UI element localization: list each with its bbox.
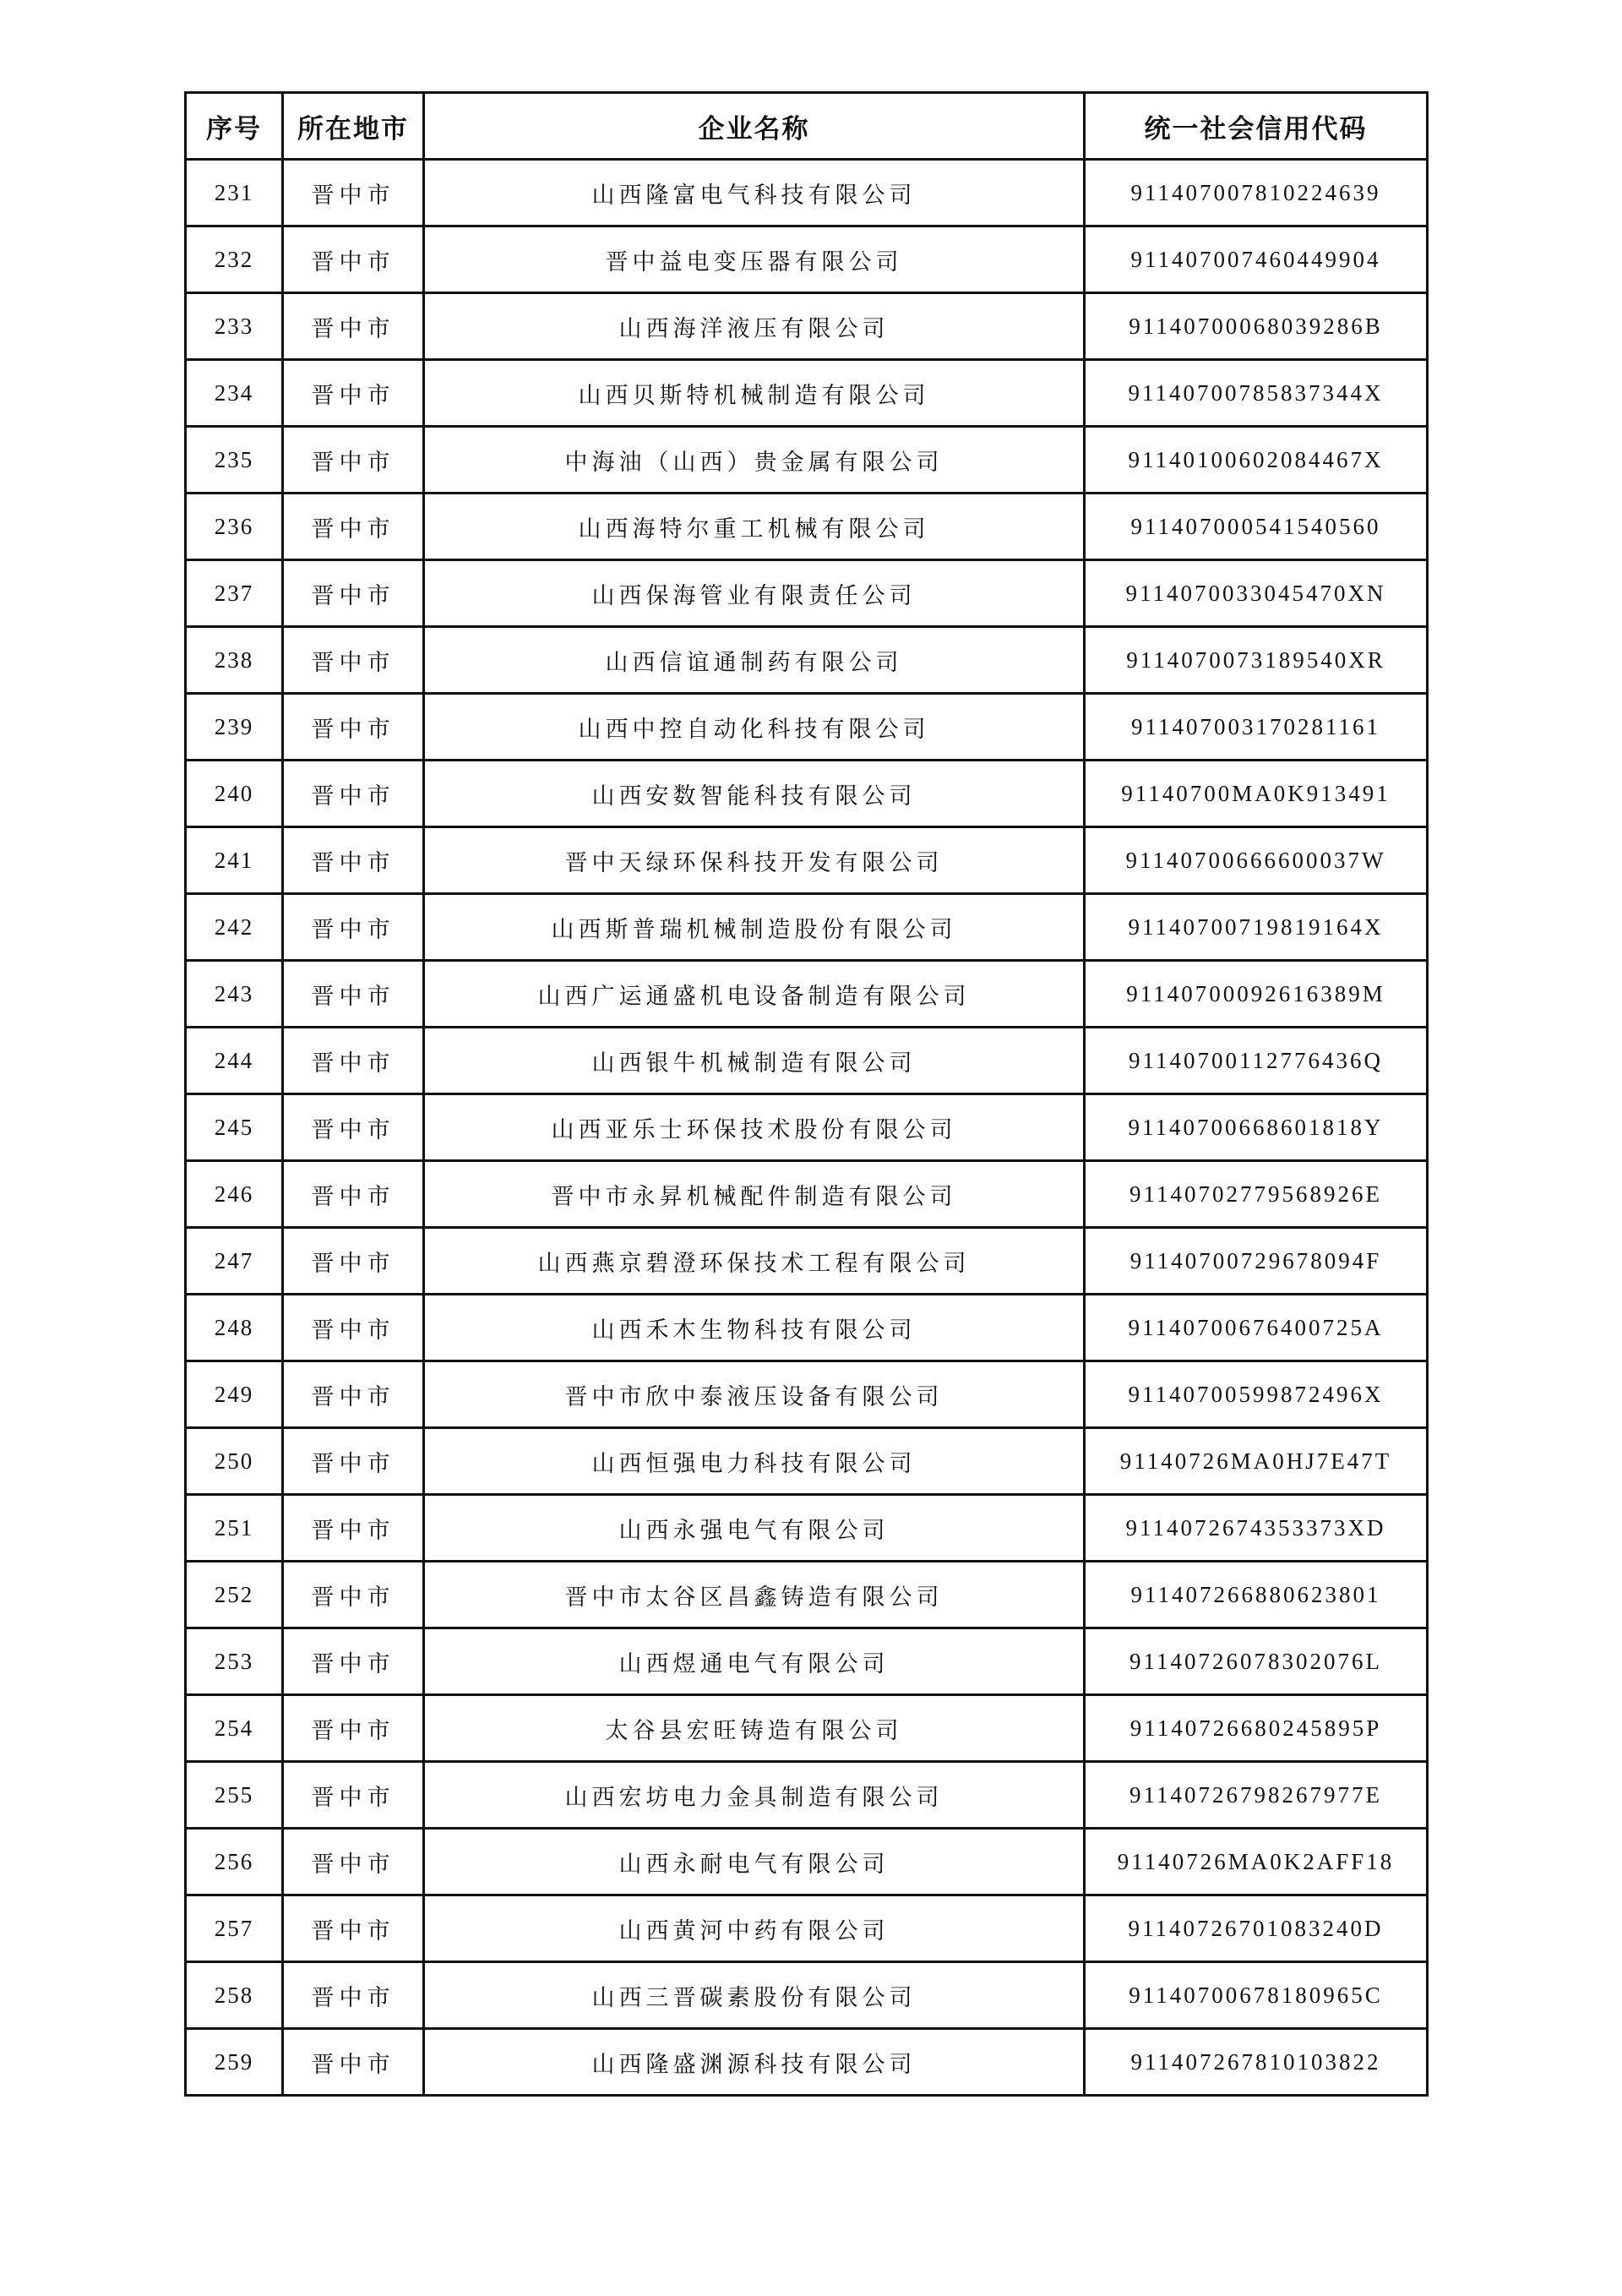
city-cell: 晋中市 xyxy=(283,961,424,1028)
company-name-cell: 山西恒强电力科技有限公司 xyxy=(424,1428,1085,1495)
credit-code-cell: 91140700599872496X xyxy=(1085,1361,1428,1428)
seq-cell: 245 xyxy=(186,1094,283,1161)
company-name-cell: 晋中市永昇机械配件制造有限公司 xyxy=(424,1161,1085,1228)
city-cell: 晋中市 xyxy=(283,761,424,827)
company-name-cell: 山西海特尔重工机械有限公司 xyxy=(424,494,1085,560)
seq-cell: 247 xyxy=(186,1228,283,1295)
credit-code-cell: 9114072674353373XD xyxy=(1085,1495,1428,1562)
city-cell: 晋中市 xyxy=(283,1562,424,1628)
company-name-cell: 山西安数智能科技有限公司 xyxy=(424,761,1085,827)
seq-cell: 241 xyxy=(186,827,283,894)
seq-cell: 238 xyxy=(186,627,283,694)
city-cell: 晋中市 xyxy=(283,2029,424,2096)
table-row xyxy=(186,761,1428,827)
company-name-cell: 山西永强电气有限公司 xyxy=(424,1495,1085,1562)
credit-code-cell: 91140700666600037W xyxy=(1085,827,1428,894)
company-name-cell: 山西亚乐士环保技术股份有限公司 xyxy=(424,1094,1085,1161)
seq-cell: 244 xyxy=(186,1028,283,1094)
seq-cell: 235 xyxy=(186,427,283,494)
credit-code-cell: 911407007810224639 xyxy=(1085,160,1428,226)
seq-cell: 248 xyxy=(186,1295,283,1361)
table-row xyxy=(186,427,1428,494)
city-cell: 晋中市 xyxy=(283,1495,424,1562)
credit-code-cell: 91140726798267977E xyxy=(1085,1762,1428,1829)
seq-cell: 254 xyxy=(186,1695,283,1762)
city-cell: 晋中市 xyxy=(283,1428,424,1495)
header-company-name: 企业名称 xyxy=(424,93,1085,160)
table-row xyxy=(186,1094,1428,1161)
credit-code-cell: 91140700MA0K913491 xyxy=(1085,761,1428,827)
table-row xyxy=(186,1295,1428,1361)
city-cell: 晋中市 xyxy=(283,494,424,560)
seq-cell: 257 xyxy=(186,1895,283,1962)
table-row xyxy=(186,1428,1428,1495)
credit-code-cell: 9114070033045470XN xyxy=(1085,560,1428,627)
credit-code-cell: 911407007460449904 xyxy=(1085,226,1428,293)
credit-code-cell: 91140726701083240D xyxy=(1085,1895,1428,1962)
seq-cell: 232 xyxy=(186,226,283,293)
company-name-cell: 山西保海管业有限责任公司 xyxy=(424,560,1085,627)
seq-cell: 240 xyxy=(186,761,283,827)
seq-cell: 249 xyxy=(186,1361,283,1428)
table-row xyxy=(186,894,1428,961)
table-row xyxy=(186,1895,1428,1962)
table-row xyxy=(186,494,1428,560)
company-name-cell: 山西信谊通制药有限公司 xyxy=(424,627,1085,694)
seq-cell: 236 xyxy=(186,494,283,560)
header-credit-code: 统一社会信用代码 xyxy=(1085,93,1428,160)
city-cell: 晋中市 xyxy=(283,1028,424,1094)
credit-code-cell: 91140726MA0K2AFF18 xyxy=(1085,1829,1428,1895)
company-name-cell: 晋中益电变压器有限公司 xyxy=(424,226,1085,293)
seq-cell: 239 xyxy=(186,694,283,761)
seq-cell: 251 xyxy=(186,1495,283,1562)
credit-code-cell: 91140700668601818Y xyxy=(1085,1094,1428,1161)
table-row xyxy=(186,293,1428,360)
table-row xyxy=(186,694,1428,761)
company-name-cell: 晋中市欣中泰液压设备有限公司 xyxy=(424,1361,1085,1428)
credit-code-cell: 91140700092616389M xyxy=(1085,961,1428,1028)
city-cell: 晋中市 xyxy=(283,360,424,427)
enterprise-table xyxy=(184,91,1429,2097)
city-cell: 晋中市 xyxy=(283,1962,424,2029)
company-name-cell: 山西银牛机械制造有限公司 xyxy=(424,1028,1085,1094)
table-row xyxy=(186,1762,1428,1829)
city-cell: 晋中市 xyxy=(283,1361,424,1428)
seq-cell: 233 xyxy=(186,293,283,360)
city-cell: 晋中市 xyxy=(283,1628,424,1695)
seq-cell: 252 xyxy=(186,1562,283,1628)
city-cell: 晋中市 xyxy=(283,293,424,360)
company-name-cell: 山西宏坊电力金具制造有限公司 xyxy=(424,1762,1085,1829)
credit-code-cell: 911407000541540560 xyxy=(1085,494,1428,560)
table-row xyxy=(186,1562,1428,1628)
seq-cell: 250 xyxy=(186,1428,283,1495)
table-row xyxy=(186,627,1428,694)
seq-cell: 234 xyxy=(186,360,283,427)
table-row xyxy=(186,1361,1428,1428)
table-row xyxy=(186,2029,1428,2096)
credit-code-cell: 911407266880623801 xyxy=(1085,1562,1428,1628)
table-row xyxy=(186,160,1428,226)
city-cell: 晋中市 xyxy=(283,694,424,761)
seq-cell: 255 xyxy=(186,1762,283,1829)
company-name-cell: 山西斯普瑞机械制造股份有限公司 xyxy=(424,894,1085,961)
credit-code-cell: 91140700112776436Q xyxy=(1085,1028,1428,1094)
company-name-cell: 山西海洋液压有限公司 xyxy=(424,293,1085,360)
credit-code-cell: 91140700785837344X xyxy=(1085,360,1428,427)
city-cell: 晋中市 xyxy=(283,1228,424,1295)
company-name-cell: 太谷县宏旺铸造有限公司 xyxy=(424,1695,1085,1762)
table-row xyxy=(186,1628,1428,1695)
company-name-cell: 山西中控自动化科技有限公司 xyxy=(424,694,1085,761)
credit-code-cell: 91140726MA0HJ7E47T xyxy=(1085,1428,1428,1495)
company-name-cell: 山西燕京碧澄环保技术工程有限公司 xyxy=(424,1228,1085,1295)
seq-cell: 258 xyxy=(186,1962,283,2029)
city-cell: 晋中市 xyxy=(283,1161,424,1228)
credit-code-cell: 911407267810103822 xyxy=(1085,2029,1428,2096)
city-cell: 晋中市 xyxy=(283,560,424,627)
seq-cell: 259 xyxy=(186,2029,283,2096)
header-seq: 序号 xyxy=(186,93,283,160)
seq-cell: 256 xyxy=(186,1829,283,1895)
company-name-cell: 山西永耐电气有限公司 xyxy=(424,1829,1085,1895)
table-row xyxy=(186,1495,1428,1562)
city-cell: 晋中市 xyxy=(283,1895,424,1962)
table-row xyxy=(186,360,1428,427)
company-name-cell: 山西煜通电气有限公司 xyxy=(424,1628,1085,1695)
city-cell: 晋中市 xyxy=(283,1762,424,1829)
city-cell: 晋中市 xyxy=(283,1695,424,1762)
table-row xyxy=(186,961,1428,1028)
table-row xyxy=(186,1695,1428,1762)
city-cell: 晋中市 xyxy=(283,894,424,961)
city-cell: 晋中市 xyxy=(283,627,424,694)
table-row xyxy=(186,1028,1428,1094)
credit-code-cell: 911407003170281161 xyxy=(1085,694,1428,761)
city-cell: 晋中市 xyxy=(283,1295,424,1361)
credit-code-cell: 91140700719819164X xyxy=(1085,894,1428,961)
company-name-cell: 山西广运通盛机电设备制造有限公司 xyxy=(424,961,1085,1028)
table-row xyxy=(186,1829,1428,1895)
seq-cell: 243 xyxy=(186,961,283,1028)
credit-code-cell: 91140700068039286B xyxy=(1085,293,1428,360)
seq-cell: 253 xyxy=(186,1628,283,1695)
table-row xyxy=(186,827,1428,894)
company-name-cell: 山西隆盛渊源科技有限公司 xyxy=(424,2029,1085,2096)
credit-code-cell: 91140700678180965C xyxy=(1085,1962,1428,2029)
city-cell: 晋中市 xyxy=(283,1094,424,1161)
seq-cell: 231 xyxy=(186,160,283,226)
company-name-cell: 山西隆富电气科技有限公司 xyxy=(424,160,1085,226)
company-name-cell: 晋中天绿环保科技开发有限公司 xyxy=(424,827,1085,894)
credit-code-cell: 91140726680245895P xyxy=(1085,1695,1428,1762)
table-row xyxy=(186,1962,1428,2029)
table-row xyxy=(186,560,1428,627)
city-cell: 晋中市 xyxy=(283,1829,424,1895)
seq-cell: 246 xyxy=(186,1161,283,1228)
credit-code-cell: 91140700729678094F xyxy=(1085,1228,1428,1295)
header-city: 所在地市 xyxy=(283,93,424,160)
company-name-cell: 中海油（山西）贵金属有限公司 xyxy=(424,427,1085,494)
company-name-cell: 山西三晋碳素股份有限公司 xyxy=(424,1962,1085,2029)
city-cell: 晋中市 xyxy=(283,226,424,293)
city-cell: 晋中市 xyxy=(283,160,424,226)
table-row xyxy=(186,1228,1428,1295)
city-cell: 晋中市 xyxy=(283,427,424,494)
credit-code-cell: 91140726078302076L xyxy=(1085,1628,1428,1695)
table-row xyxy=(186,226,1428,293)
seq-cell: 237 xyxy=(186,560,283,627)
company-name-cell: 山西贝斯特机械制造有限公司 xyxy=(424,360,1085,427)
table-header-row xyxy=(186,93,1428,160)
credit-code-cell: 9114070073189540XR xyxy=(1085,627,1428,694)
company-name-cell: 山西黄河中药有限公司 xyxy=(424,1895,1085,1962)
city-cell: 晋中市 xyxy=(283,827,424,894)
table-row xyxy=(186,1161,1428,1228)
credit-code-cell: 91140700676400725A xyxy=(1085,1295,1428,1361)
credit-code-cell: 91140702779568926E xyxy=(1085,1161,1428,1228)
company-name-cell: 晋中市太谷区昌鑫铸造有限公司 xyxy=(424,1562,1085,1628)
company-name-cell: 山西禾木生物科技有限公司 xyxy=(424,1295,1085,1361)
seq-cell: 242 xyxy=(186,894,283,961)
credit-code-cell: 91140100602084467X xyxy=(1085,427,1428,494)
